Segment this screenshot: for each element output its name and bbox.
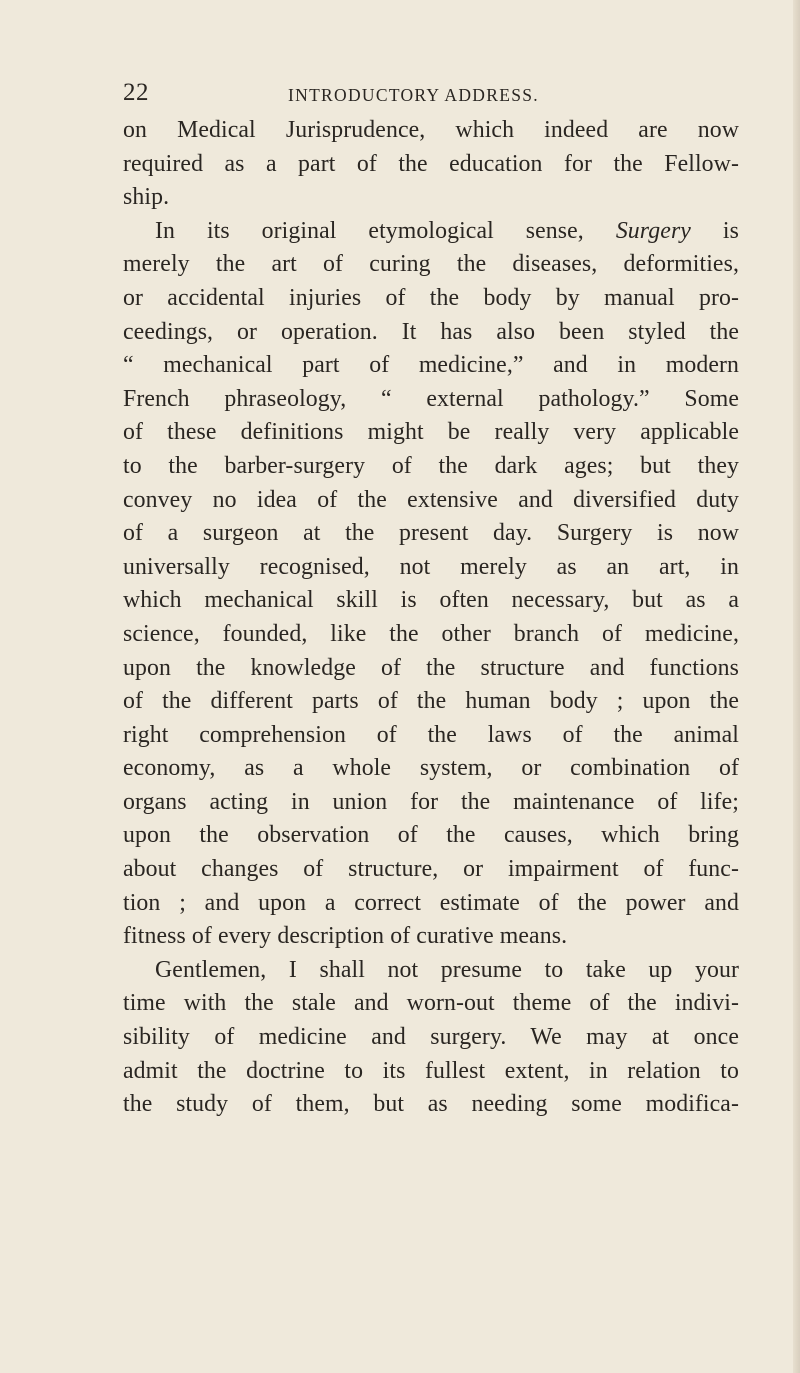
text-line: ceedings, or operation. It has also been styled the xyxy=(123,318,739,345)
running-head: INTRODUCTORY ADDRESS. xyxy=(288,85,539,105)
text-line: admit the doctrine to its fullest extent, in relation to xyxy=(123,1057,739,1084)
text-line: organs acting in union for the maintenance of life; xyxy=(123,788,739,815)
text-line: of a surgeon at the present day. Surgery is now xyxy=(123,520,739,547)
page-number: 22 xyxy=(123,79,149,106)
text-line: economy, as a whole system, or combination of xyxy=(123,755,739,782)
text-line: “ mechanical part of medicine,” and in modern xyxy=(123,352,739,379)
text-line: on Medical Jurisprudence, which indeed are now xyxy=(123,117,739,143)
text-line: about changes of structure, or impairment of func- xyxy=(123,856,739,883)
text-line: upon the observation of the causes, which bring xyxy=(123,822,739,849)
text-line: tion ; and upon a correct estimate of the power and xyxy=(123,889,739,916)
italic-term: Surgery xyxy=(615,217,691,244)
text-line: merely the art of curing the diseases, deformities, xyxy=(123,251,739,278)
text-line: convey no idea of the extensive and diversified duty xyxy=(123,486,739,513)
text-line: fitness of every description of curative means. xyxy=(123,923,568,950)
text-line: the study of them, but as needing some modifica- xyxy=(123,1091,739,1118)
page-edge-shadow xyxy=(793,0,800,1373)
text-line xyxy=(123,215,739,249)
text-line: of these definitions might be really very applicable xyxy=(123,419,739,446)
text-line: time with the stale and worn-out theme of the indivi- xyxy=(123,990,739,1017)
page-header xyxy=(123,78,723,108)
text-line: which mechanical skill is often necessary, but as a xyxy=(123,587,739,614)
text-line: French phraseology, “ external pathology.” Some xyxy=(123,385,739,412)
text-line: science, founded, like the other branch of medicine, xyxy=(123,620,739,647)
text-line: required as a part of the education for the Fellow- xyxy=(123,150,739,177)
text-line: upon the knowledge of the structure and functions xyxy=(123,654,739,681)
text-line: sibility of medicine and surgery. We may at once xyxy=(123,1024,739,1051)
text-line: universally recognised, not merely as an art, in xyxy=(123,553,739,580)
text-line: or accidental injuries of the body by manual pro- xyxy=(123,284,739,311)
text-line: to the barber-surgery of the dark ages; but they xyxy=(123,452,739,479)
text-line: Gentlemen, I shall not presume to take up your xyxy=(155,956,739,983)
text-segment: is xyxy=(722,217,739,244)
text-line: of the different parts of the human body ; upon the xyxy=(123,688,739,715)
body-text xyxy=(123,114,739,1122)
text-segment: In its original etymological sense, xyxy=(155,217,584,244)
text-line: ship. xyxy=(123,184,170,211)
text-line: right comprehension of the laws of the animal xyxy=(123,721,739,748)
